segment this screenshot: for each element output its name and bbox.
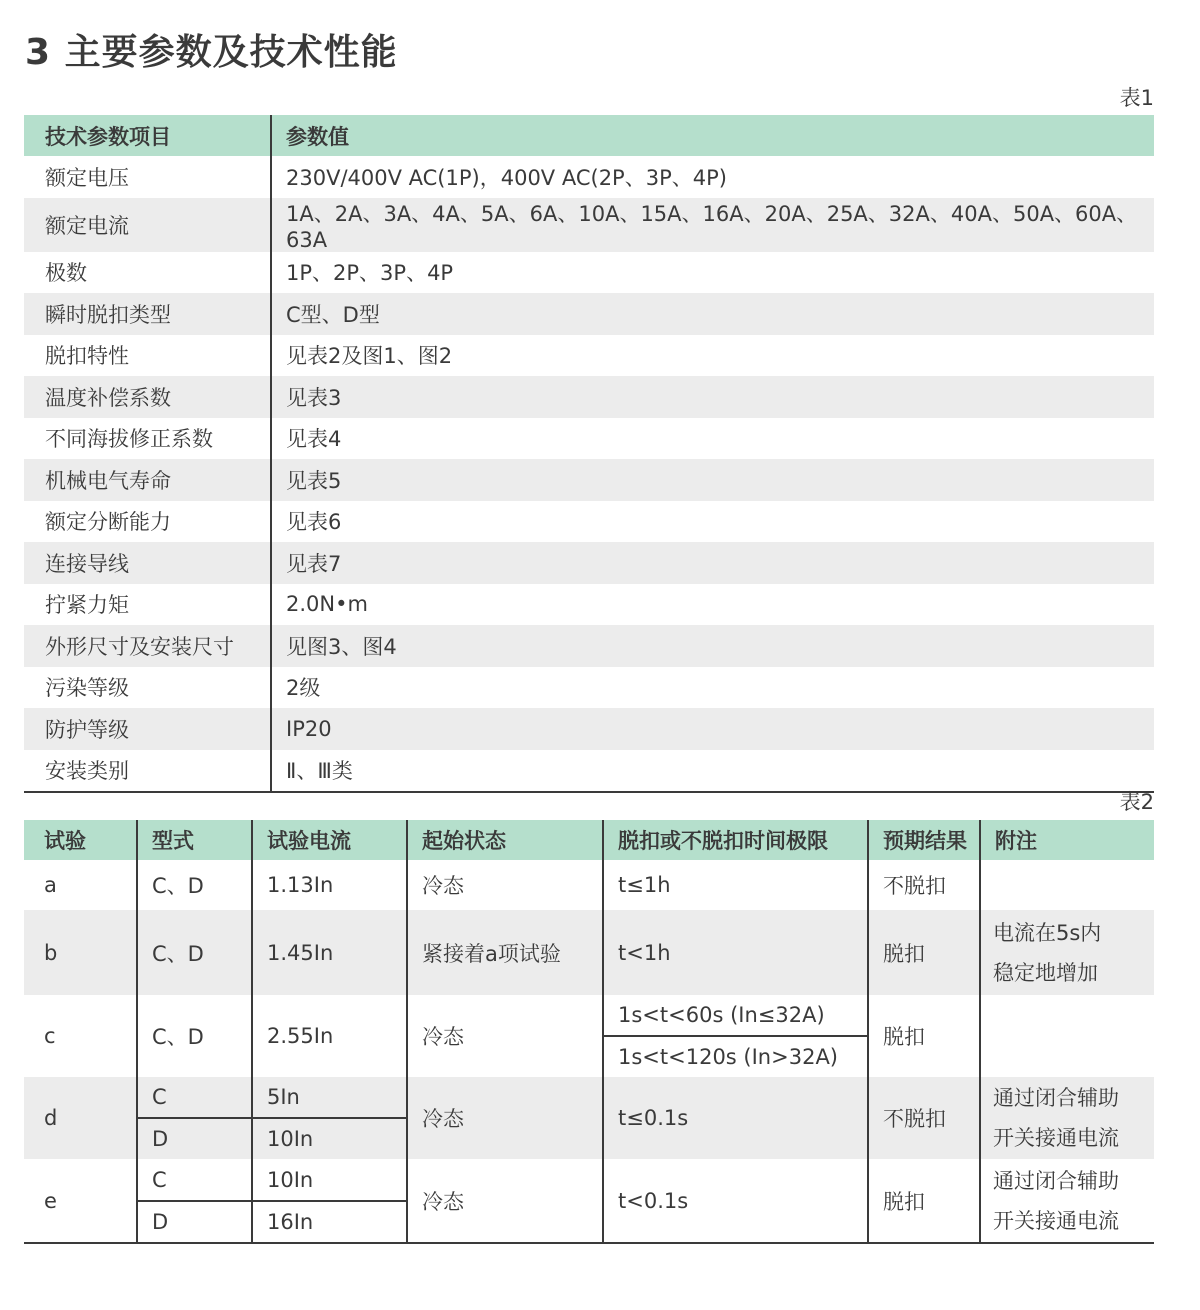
param-name: 脱扣特性 [45, 344, 129, 369]
trip-characteristics-table [24, 820, 1154, 1244]
note-cell [980, 910, 1154, 995]
state-cell: 冷态 [407, 1077, 603, 1159]
param-value: 见表2及图1、图2 [271, 335, 1154, 377]
table-row [24, 584, 1154, 626]
param-value: C型、D型 [271, 293, 1154, 335]
type-cell: C [137, 1159, 252, 1201]
param-name: 连接导线 [24, 542, 271, 584]
header-param-item: 技术参数项目 [24, 115, 271, 156]
note-line: 通过闭合辅助 [993, 1086, 1119, 1110]
type-cell: C、D [137, 860, 252, 910]
note-cell [980, 995, 1154, 1077]
param-name: 污染等级 [45, 676, 129, 701]
table-row [24, 293, 1154, 335]
table-header-row [24, 115, 1154, 156]
table-row [24, 708, 1154, 750]
current-cell: 10In [252, 1159, 407, 1201]
table-header-row [24, 820, 1154, 860]
table-row [24, 501, 1154, 543]
header-test-current: 试验电流 [252, 820, 407, 860]
note-line: 通过闭合辅助 [993, 1168, 1119, 1193]
header-time-limit: 脱扣或不脱扣时间极限 [603, 820, 868, 860]
time-cell: t≤0.1s [603, 1077, 868, 1159]
table-row [24, 860, 1154, 910]
table-row [24, 376, 1154, 418]
result-cell: 不脱扣 [868, 860, 980, 910]
page-title: 3 主要参数及技术性能 [25, 32, 398, 73]
param-value: IP20 [271, 708, 1154, 750]
param-name: 温度补偿系数 [24, 376, 271, 418]
table-row [24, 418, 1154, 460]
current-cell: 16In [252, 1201, 407, 1243]
header-param-value: 参数值 [271, 115, 1154, 156]
type-cell: C [137, 1077, 252, 1118]
note-line: 稳定地增加 [993, 960, 1098, 985]
table-row [24, 252, 1154, 294]
param-name: 极数 [45, 261, 87, 286]
state-cell: 冷态 [407, 995, 603, 1077]
param-value: 见表6 [271, 501, 1154, 543]
table2-label: 表2 [1119, 790, 1154, 814]
note-line: 开关接通电流 [993, 1126, 1119, 1150]
note-cell [980, 1159, 1154, 1243]
param-value: 见表7 [271, 542, 1154, 584]
header-initial-state: 起始状态 [407, 820, 603, 860]
table-row [24, 335, 1154, 377]
table-row [24, 1077, 1154, 1118]
state-cell: 冷态 [407, 1159, 603, 1243]
param-name: 安装类别 [45, 759, 129, 784]
param-value: 见表3 [271, 376, 1154, 418]
param-name: 拧紧力矩 [45, 593, 129, 618]
header-expected-result: 预期结果 [868, 820, 980, 860]
result-cell: 不脱扣 [868, 1077, 980, 1159]
table1-label: 表1 [1119, 86, 1154, 110]
table-row [24, 459, 1154, 501]
table-row [24, 995, 1154, 1036]
current-cell: 1.13In [252, 860, 407, 910]
state-cell: 冷态 [407, 860, 603, 910]
result-cell: 脱扣 [868, 995, 980, 1077]
table-row [24, 625, 1154, 667]
current-cell: 10In [252, 1118, 407, 1159]
param-name: 不同海拔修正系数 [45, 427, 213, 452]
result-cell: 脱扣 [868, 910, 980, 995]
param-value: 1A、2A、3A、4A、5A、6A、10A、15A、16A、20A、25A、32A、40A、50A、60A、63A [271, 198, 1154, 252]
param-value: 230V/400V AC(1P)，400V AC(2P、3P、4P) [271, 156, 1154, 198]
param-name: 防护等级 [24, 708, 271, 750]
note-cell [980, 1077, 1154, 1159]
param-value: 见图3、图4 [271, 625, 1154, 667]
table-row [24, 910, 1154, 995]
param-value: 见表4 [271, 418, 1154, 460]
table-row [24, 667, 1154, 709]
state-cell: 紧接着a项试验 [407, 910, 603, 995]
result-cell: 脱扣 [868, 1159, 980, 1243]
current-cell: 1.45In [252, 910, 407, 995]
test-id: c [24, 995, 137, 1077]
table-row [24, 750, 1154, 793]
header-test: 试验 [24, 820, 137, 860]
param-name: 外形尺寸及安装尺寸 [24, 625, 271, 667]
param-value: 见表5 [271, 459, 1154, 501]
time-cell: t<1h [603, 910, 868, 995]
type-cell: C、D [137, 910, 252, 995]
param-name: 额定电压 [45, 165, 129, 190]
time-cell: t≤1h [603, 860, 868, 910]
type-cell: D [137, 1201, 252, 1243]
time-cell: t<0.1s [603, 1159, 868, 1243]
time-cell: 1s<t<120s (In>32A) [603, 1036, 868, 1077]
note-line: 开关接通电流 [993, 1208, 1119, 1233]
type-cell: D [137, 1118, 252, 1159]
test-id: e [24, 1159, 137, 1243]
note-line: 电流在5s内 [993, 920, 1102, 945]
current-cell: 5In [252, 1077, 407, 1118]
param-name: 额定电流 [24, 198, 271, 252]
param-name: 机械电气寿命 [24, 459, 271, 501]
param-value: 2级 [271, 667, 1154, 709]
param-value: Ⅱ、Ⅲ类 [271, 750, 1154, 793]
test-id: a [24, 860, 137, 910]
test-id: b [24, 910, 137, 995]
note-cell [980, 860, 1154, 910]
param-name: 瞬时脱扣类型 [24, 293, 271, 335]
test-id: d [24, 1077, 137, 1159]
table-row [24, 542, 1154, 584]
param-name: 额定分断能力 [45, 510, 171, 535]
table-row [24, 156, 1154, 198]
param-value: 1P、2P、3P、4P [271, 252, 1154, 294]
header-type: 型式 [137, 820, 252, 860]
header-notes: 附注 [980, 820, 1154, 860]
current-cell: 2.55In [252, 995, 407, 1077]
table-row [24, 1159, 1154, 1201]
table-row [24, 198, 1154, 252]
type-cell: C、D [137, 995, 252, 1077]
time-cell: 1s<t<60s (In≤32A) [603, 995, 868, 1036]
parameters-table [24, 115, 1154, 793]
param-value: 2.0N•m [271, 584, 1154, 626]
